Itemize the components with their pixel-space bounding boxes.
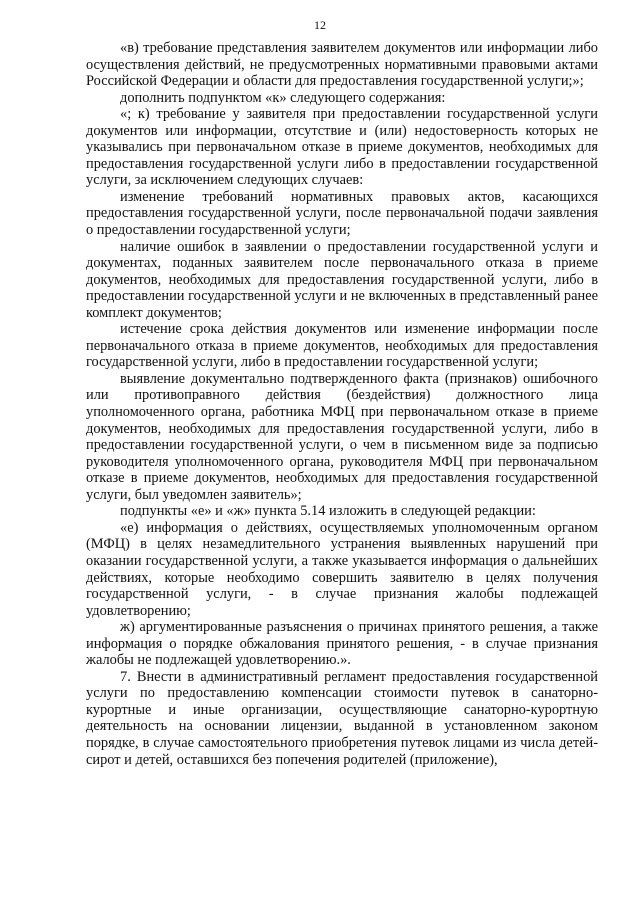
paragraph-item-e: «е) информация о действиях, осуществляемых уполномоченным органом (МФЦ) в целях незамедлительного устранения выявленных нарушений при оказании государственной услуги, а также указывается информация о дальнейших действиях, которые необходимо совершить заявителю в целях получения государственной услуги, - в случае признания жалобы подлежащей удовлетворению; [86,519,598,619]
paragraph-item-k: «; к) требование у заявителя при предоставлении государственной услуги документов или информации, отсутствие и (или) недостоверность которых не указывались при первоначальном отказе в приеме документов, необходимых для предоставления государственной услуги либо в предоставлении государственной услуги, за исключением следующих случаев: [86,106,598,189]
paragraph-add-subitem-k: дополнить подпунктом «к» следующего содержания: [120,89,446,106]
paragraph-item-zh: ж) аргументированные разъяснения о причинах принятого решения, а также информация о порядке обжалования принятого решения, - в случае признания жалобы не подлежащей удовлетворению.». [86,619,598,669]
paragraph-subitems-e-zh: подпункты «е» и «ж» пункта 5.14 изложить в следующей редакции: [120,503,536,520]
document-body [86,40,598,768]
paragraph-section-7: 7. Внести в административный регламент предоставления государственной услуги по предоставлению компенсации стоимости путевок в санаторно-курортные и иные организации, осуществляющие санаторно-курортную деятельность на основании лицензии, выданной в установленном законом порядке, в случае самостоятельного приобретения путевок лицами из числа детей-сирот и детей, оставшихся без попечения родителей (приложение), [86,668,598,768]
paragraph-case-wrongful-action: выявление документально подтвержденного факта (признаков) ошибочного или противоправного действия (бездействия) должностного лица уполномоченного органа, работника МФЦ при первоначальном отказе в приеме документов, необходимых для предоставления государственной услуги, либо в предоставлении государственной услуги, о чем в письменном виде за подписью руководителя уполномоченного органа, руководителя МФЦ при первоначальном отказе в приеме документов, необходимых для предоставления государственной услуги, был уведомлен заявитель»; [86,370,598,503]
paragraph-item-v: «в) требование представления заявителем документов или информации либо осуществления действий, не предусмотренных нормативными правовыми актами Российской Федерации и области для предоставления государственной услуги;»; [86,40,598,90]
paragraph-case-requirements-change: изменение требований нормативных правовых актов, касающихся предоставления государственной услуги, после первоначальной подачи заявления о предоставлении государственной услуги; [86,188,598,239]
paragraph-case-expiry: истечение срока действия документов или изменение информации после первоначального отказа в приеме документов, необходимых для предоставления государственной услуги, либо в предоставлении государственной услуги; [86,321,598,371]
page-number: 12 [314,18,326,32]
paragraph-case-errors: наличие ошибок в заявлении о предоставлении государственной услуги и документах, поданных заявителем после первоначального отказа в приеме документов, необходимых для предоставления государственной услуги, либо в предоставлении государственной услуги и не включенных в представленный ранее комплект документов; [86,238,598,321]
